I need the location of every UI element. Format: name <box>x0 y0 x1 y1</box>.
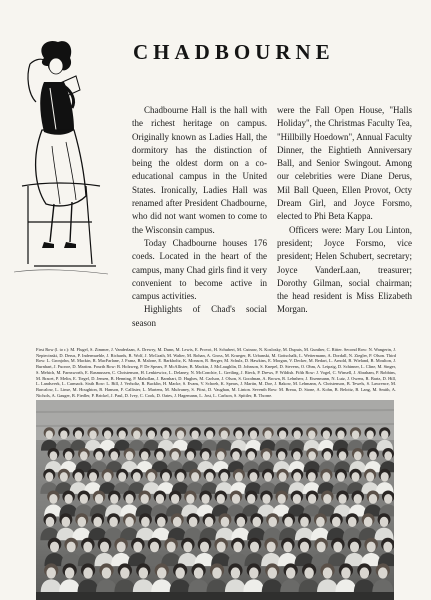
person-face <box>118 472 126 482</box>
person-face <box>46 430 53 439</box>
person-face <box>323 494 331 504</box>
person-face <box>323 567 333 578</box>
person-face <box>262 494 270 504</box>
page-title: CHADBOURNE <box>133 40 335 64</box>
person-face <box>93 517 102 527</box>
person-face <box>177 472 185 482</box>
person-face <box>300 517 309 527</box>
person-face <box>205 517 214 527</box>
person-face <box>247 494 255 504</box>
person-figure <box>59 579 80 593</box>
person-face <box>141 451 149 460</box>
person-face <box>352 430 359 439</box>
person-face <box>89 472 97 482</box>
person-face <box>352 472 360 482</box>
person-face <box>133 472 141 482</box>
person-face <box>232 451 240 460</box>
person-face <box>220 472 228 482</box>
person-face <box>45 472 53 482</box>
person-face <box>364 517 373 527</box>
person-face <box>249 472 257 482</box>
person-figure <box>243 579 264 593</box>
person-face <box>157 517 166 527</box>
person-face <box>308 430 315 439</box>
person-face <box>62 517 71 527</box>
person-face <box>157 567 167 578</box>
person-figure <box>96 579 117 593</box>
body-column-right <box>277 104 412 317</box>
person-face <box>217 542 226 553</box>
person-face <box>293 451 301 460</box>
person-face <box>380 517 389 527</box>
person-face <box>367 542 376 553</box>
person-figure <box>374 528 393 541</box>
person-face <box>381 472 389 482</box>
group-photo <box>36 400 394 600</box>
seated-woman-illustration <box>14 36 108 278</box>
person-face <box>264 472 272 482</box>
person-face <box>80 451 88 460</box>
person-face <box>49 494 57 504</box>
person-face <box>268 517 277 527</box>
person-face <box>250 430 257 439</box>
person-figure <box>206 579 227 593</box>
person-face <box>354 451 362 460</box>
person-face <box>237 517 246 527</box>
person-face <box>300 542 309 553</box>
person-face <box>102 567 112 578</box>
person-face <box>109 517 118 527</box>
person-face <box>95 494 103 504</box>
person-face <box>46 517 55 527</box>
person-face <box>202 451 210 460</box>
person-face <box>83 567 93 578</box>
person-face <box>110 451 118 460</box>
person-face <box>77 517 86 527</box>
person-face <box>104 430 111 439</box>
person-figure <box>335 579 356 593</box>
person-face <box>150 542 159 553</box>
person-face <box>118 430 125 439</box>
person-face <box>221 430 228 439</box>
person-face <box>117 542 126 553</box>
person-figure <box>77 579 98 593</box>
person-face <box>194 567 204 578</box>
person-face <box>283 542 292 553</box>
person-face <box>286 567 296 578</box>
person-face <box>369 451 377 460</box>
person-face <box>162 430 169 439</box>
person-figure <box>225 579 246 593</box>
person-face <box>323 430 330 439</box>
person-face <box>100 542 109 553</box>
person-face <box>201 494 209 504</box>
group-photo-figures <box>36 400 394 600</box>
person-face <box>74 472 82 482</box>
person-face <box>360 567 370 578</box>
person-figure <box>262 579 283 593</box>
body-paragraph: Today Chadbourne houses 176 coeds. Located in the heart of the campus, many Chad girls find it very convenient to become active in campus activities. <box>132 237 267 302</box>
person-face <box>366 472 374 482</box>
person-face <box>125 494 133 504</box>
person-face <box>277 494 285 504</box>
person-figure <box>170 579 191 593</box>
person-face <box>141 494 149 504</box>
person-figure <box>354 579 375 593</box>
person-face <box>279 430 286 439</box>
person-face <box>235 430 242 439</box>
person-face <box>308 494 316 504</box>
body-paragraph: Officers were: Mary Lou Linton, president; Joyce Forsmo, vice president; Helen Schubert, secretary; Joyce VanderLaan, treasurer; Dorothy Gilman, social chairman; the head resident is Miss Elizabeth Morgan. <box>277 224 412 315</box>
person-face <box>162 472 170 482</box>
person-face <box>67 542 76 553</box>
person-face <box>338 494 346 504</box>
photo-caption: First Row (l. to r.): M. Flugel, S. Zimmer, J. Vanderlaan, A. Drewry, M. Dunn, M. Lewis, E. Provot, H. Schubert, M. Cutnaw, N. Koslosky, M. Dupuis, M. Gunther, C. Ritter. Second Row: N. Wangerin, J. Nepiecinski, D. Derus, P. Indermuehle, J. Richards, B. Wolf, J. McGrath, M. Walter, M. Rohan, A. Gross, M. Krueger, B. Urbanski, M. Gottschalk, L. Weitermann, A. Dordall, N. Ziegler, P. Olson. Third Row: L. Gronjohn, M. Mackin, R. MacFarlane, J. Franz, B. Malone, E. Barkholtz, K. Monson, R. Berger, M. Schulz, D. Hawkins, E. Morgan, V. Decker, M. Bedart, L. Arnold, B. Wieland, B. Moulton, J. Burnhart, J. Fuoroe, D. Martins. Fourth Row: B. Holzweg, P. De Spears, P. McAllister, B. Mackin, J. McLaughlin, D. Johnson, S. Knepel, D. Stevens, O. Ohm, A. Leipzig, D. Schinner, L. Cline, M. Singer, S. Mehich, M. Farnsworth, E. Rasmussen, C. Christenson, H. Lenkiewicz, L. Delaney, N. McConchie, L. Greiling, J. Rieck, P. Drews, P. Wildish. Fifth Row: J. Vogel, C. Winsell, J. Abraham, P. Robbins, M. Bracet, P. Melin, E. Tiegel, D. Jensen, B. Henning, P. Mahollan, J. Barnhart, D. Hughes, M. Carlson, J. Olson, S. Goodman, A. Brown, R. Lehnherr, J. Eisenmann, N. Lutz, J. Owens, R. Bartz, D. Hill, L. Landsverk, L. Carmack. Sixth Row: L. Bill, J. Verholtz, R. Bucklin, H. Macke, S. Evans, V. Schoeh, K. Spears, J. Martin, M. Doe, J. Rakow, M. Lehmann, A. Christenson, B. Tewels, S. Lawrence, M. Barcalow, L. Linse, M. Houghton, B. Hanson, F. Callister, L. Martens, M. Mulvaney, S. Pfost, D. Vaughan, M. Linton. Seventh Row: M. Breau, D. Stone, A. Kohn, B. Beloitz, B. Lang, M. Smith, A. Nichols, A. Gauger, B. Fiedler, P. Brickel, J. Paul, D. Ivey, C. Cook, D. Oates, J. Hagemann, L. Jost, L. Carlson, S. Spittler, B. Thorne. <box>36 347 396 398</box>
person-face <box>316 517 325 527</box>
person-face <box>284 517 293 527</box>
person-face <box>65 567 75 578</box>
person-figure <box>280 579 301 593</box>
person-face <box>133 430 140 439</box>
body-paragraph: Highlights of Chad's social season <box>132 304 267 328</box>
person-face <box>341 567 351 578</box>
person-face <box>120 567 130 578</box>
person-face <box>156 494 164 504</box>
person-face <box>268 567 278 578</box>
person-face <box>171 494 179 504</box>
person-face <box>308 472 316 482</box>
person-face <box>217 451 225 460</box>
person-face <box>339 451 347 460</box>
person-face <box>95 451 103 460</box>
person-face <box>147 472 155 482</box>
person-face <box>186 451 194 460</box>
body-paragraph: were the Fall Open House, "Halls Holiday", the Christmas Faculty Tea, "Hillbilly Hoedown", Annual Faculty Dinner, the Eightieth Anniversary Ball, and Senior Swingout. Among our celebrities were Diane Derus, Mil Ball Queen, Ellen Provot, Octy Dream Girl, and Joyce Forsmo, elected to Phi Beta Kappa. <box>277 105 412 222</box>
person-face <box>348 517 357 527</box>
person-figure <box>317 579 338 593</box>
body-column-left <box>132 104 267 330</box>
person-face <box>173 517 182 527</box>
person-face <box>304 567 314 578</box>
person-face <box>250 542 259 553</box>
person-figure <box>299 579 320 593</box>
person-face <box>264 430 271 439</box>
person-face <box>65 451 73 460</box>
person-figure <box>133 579 154 593</box>
person-face <box>383 542 392 553</box>
person-face <box>200 542 209 553</box>
person-face <box>221 517 230 527</box>
person-figure <box>151 579 172 593</box>
person-face <box>177 430 184 439</box>
person-face <box>384 494 392 504</box>
person-face <box>175 567 185 578</box>
person-figure <box>114 579 135 593</box>
person-face <box>125 517 134 527</box>
person-face <box>189 517 198 527</box>
person-face <box>126 451 134 460</box>
person-face <box>141 517 150 527</box>
person-face <box>191 430 198 439</box>
person-face <box>206 472 214 482</box>
body-paragraph: Chadbourne Hall is the hall with the richest heritage on campus. Originally known as Ladies Hall, the dormitory has the distinction of being the oldest dorm on a co-educational campus in the United States. Ironically, Ladies Hall was renamed after President Chadbourne, who did not want women to come to the Wisconsin campus. <box>132 105 267 235</box>
person-face <box>80 494 88 504</box>
person-face <box>75 430 82 439</box>
person-face <box>332 517 341 527</box>
person-face <box>83 542 92 553</box>
person-face <box>191 472 199 482</box>
person-face <box>249 567 259 578</box>
person-face <box>206 430 213 439</box>
person-face <box>50 451 58 460</box>
person-face <box>46 567 56 578</box>
person-face <box>366 430 373 439</box>
person-face <box>64 494 72 504</box>
person-face <box>231 567 241 578</box>
person-face <box>263 451 271 460</box>
person-face <box>186 494 194 504</box>
person-face <box>279 472 287 482</box>
person-figure <box>372 579 393 593</box>
person-face <box>247 451 255 460</box>
person-figure <box>41 579 62 593</box>
person-face <box>333 542 342 553</box>
person-face <box>354 494 362 504</box>
person-face <box>50 542 59 553</box>
person-face <box>323 451 331 460</box>
person-face <box>156 451 164 460</box>
person-face <box>110 494 118 504</box>
person-face <box>183 542 192 553</box>
person-figure <box>188 579 209 593</box>
person-face <box>369 494 377 504</box>
person-face <box>212 567 222 578</box>
person-face <box>171 451 179 460</box>
person-face <box>384 451 392 460</box>
person-face <box>267 542 276 553</box>
person-face <box>317 542 326 553</box>
person-face <box>104 472 112 482</box>
person-face <box>378 567 388 578</box>
person-face <box>252 517 261 527</box>
person-face <box>337 430 344 439</box>
person-face <box>217 494 225 504</box>
person-face <box>133 542 142 553</box>
person-face <box>233 542 242 553</box>
person-face <box>60 430 67 439</box>
person-face <box>232 494 240 504</box>
person-face <box>148 430 155 439</box>
person-face <box>60 472 68 482</box>
person-face <box>89 430 96 439</box>
person-face <box>293 494 301 504</box>
person-face <box>322 472 330 482</box>
person-face <box>381 430 388 439</box>
person-face <box>350 542 359 553</box>
person-face <box>235 472 243 482</box>
photo-floor <box>36 592 394 600</box>
person-face <box>167 542 176 553</box>
person-face <box>293 430 300 439</box>
person-face <box>293 472 301 482</box>
person-face <box>278 451 286 460</box>
person-face <box>337 472 345 482</box>
person-face <box>308 451 316 460</box>
person-face <box>139 567 149 578</box>
